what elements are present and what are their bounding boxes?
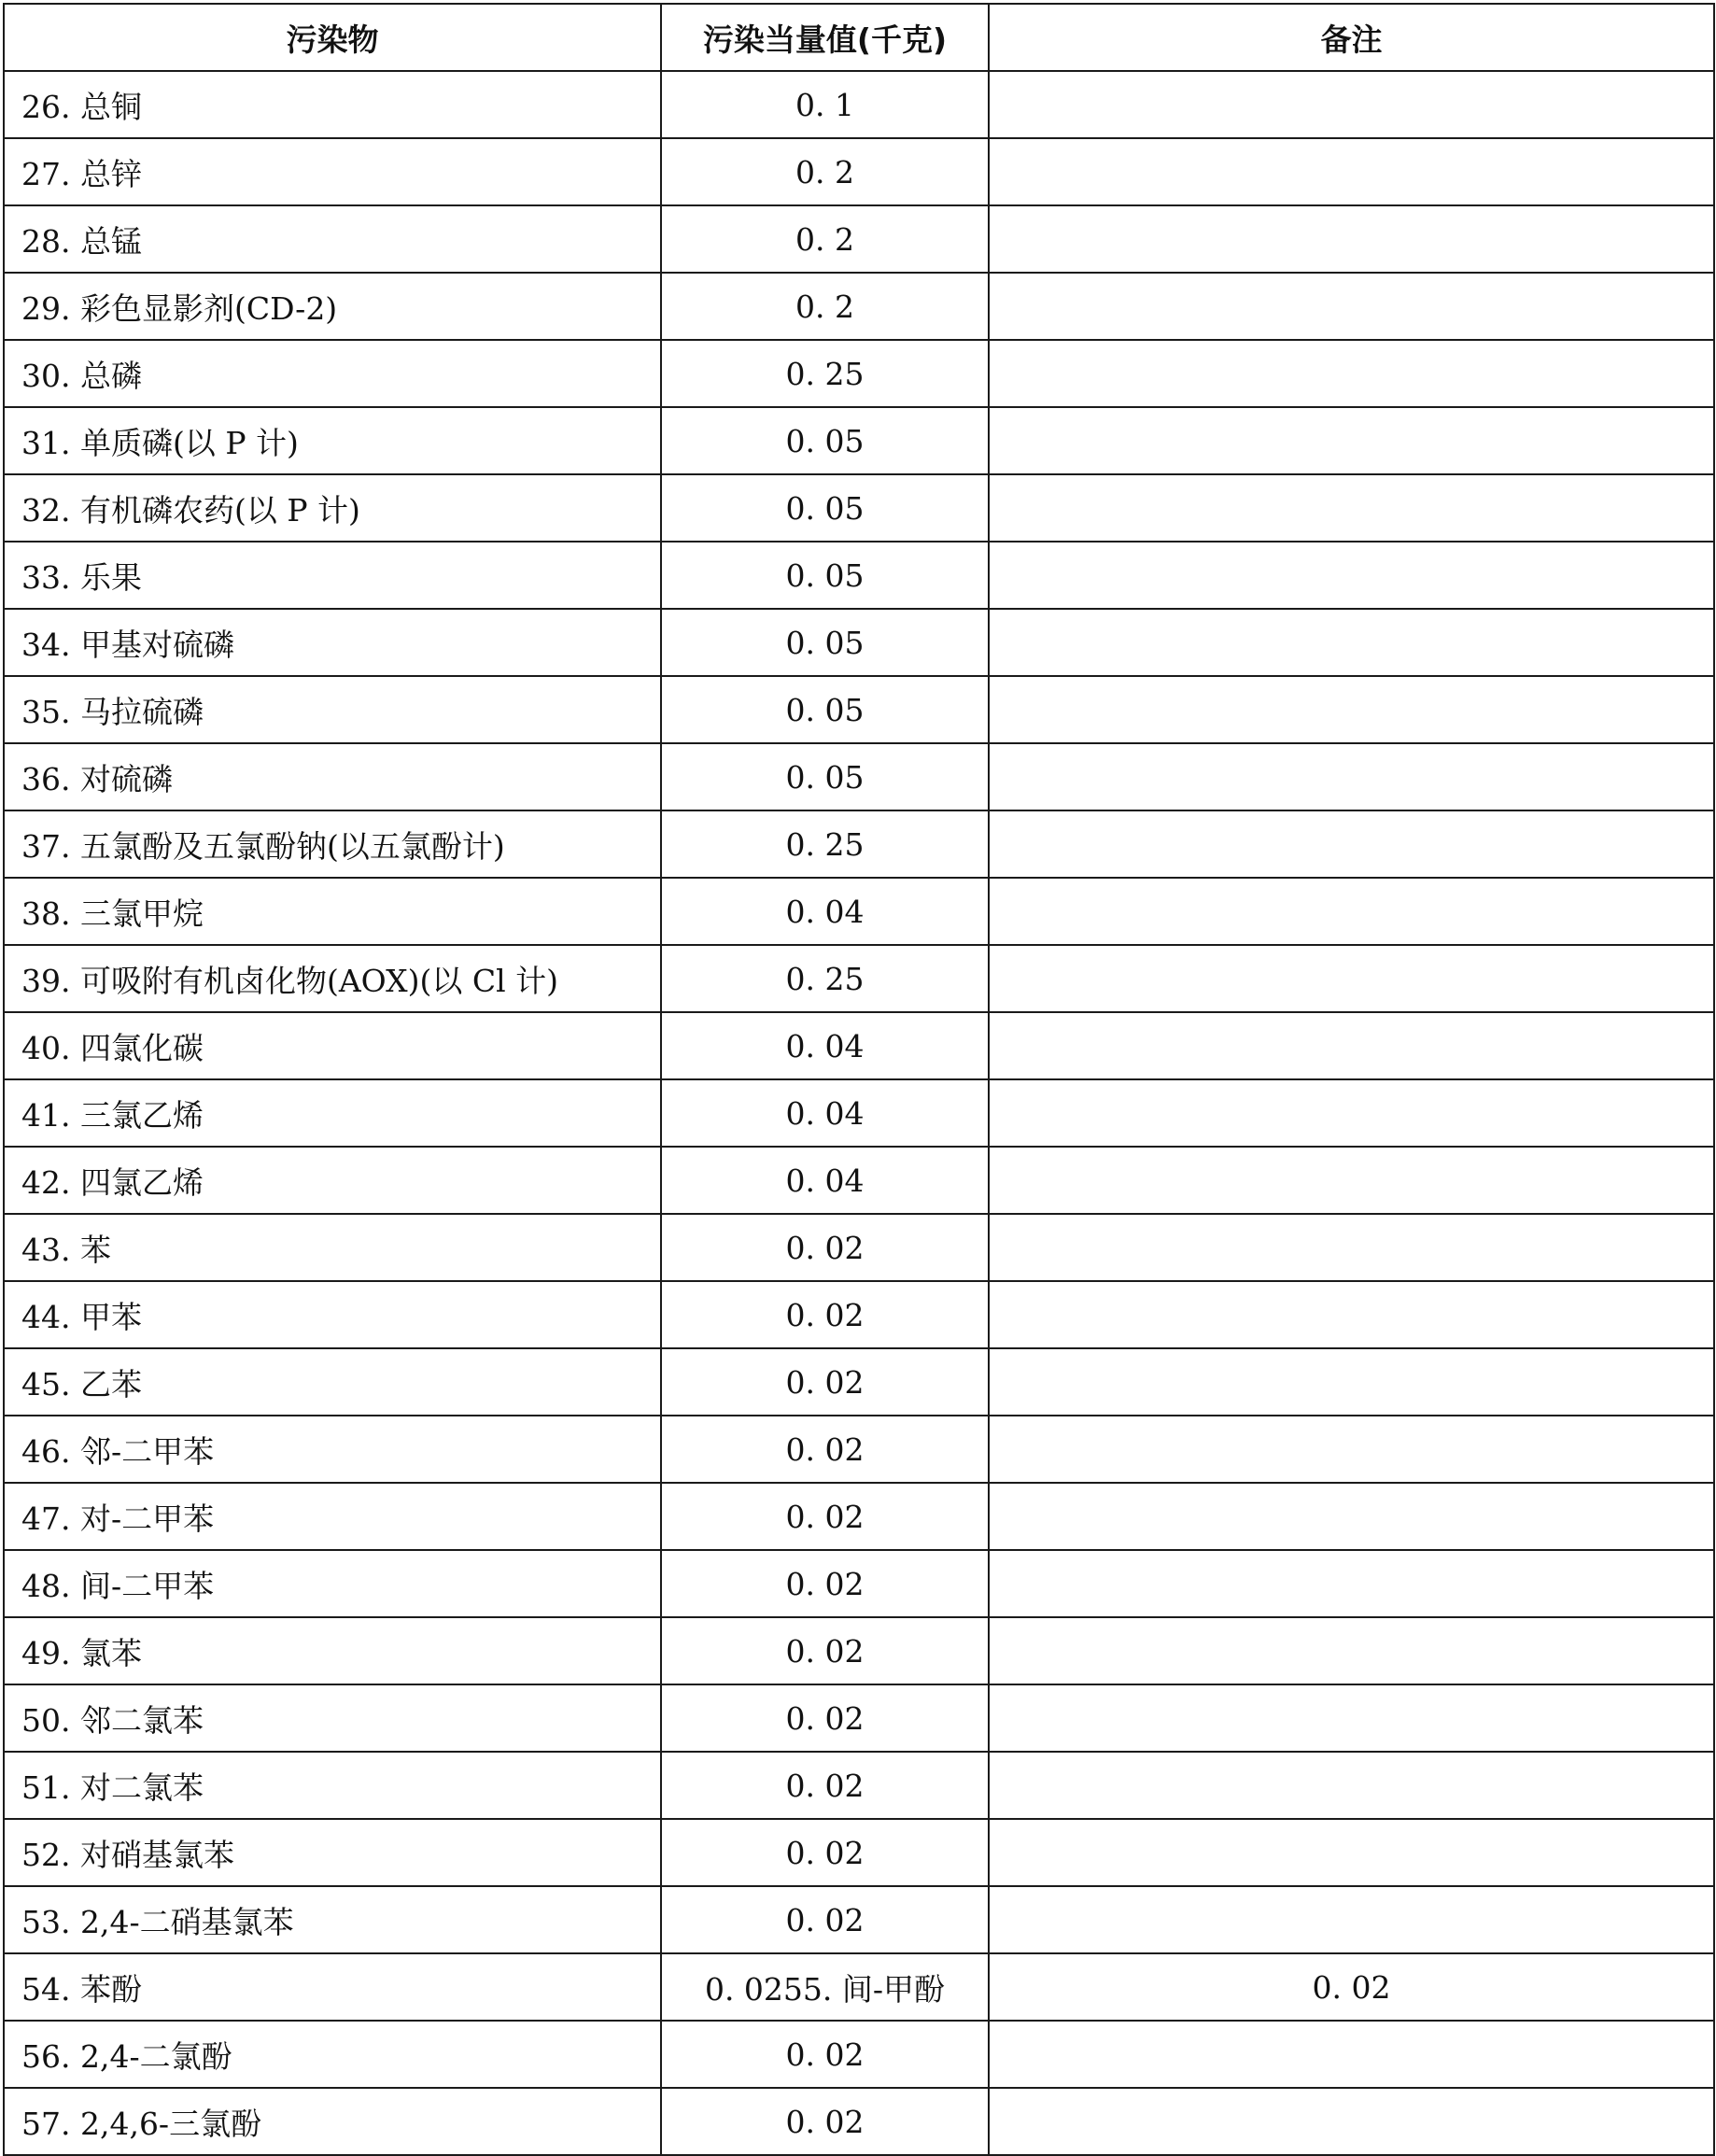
pollutant-cell: 57. 2,4,6-三氯酚: [4, 2088, 661, 2155]
pollutant-cell: 42. 四氯乙烯: [4, 1147, 661, 1214]
remarks-cell: [989, 273, 1714, 340]
remarks-cell: [989, 1617, 1714, 1684]
pollutant-cell: 37. 五氯酚及五氯酚钠(以五氯酚计): [4, 810, 661, 878]
equivalent-value-cell: 0. 02: [661, 1550, 989, 1617]
pollutant-cell: 36. 对硫磷: [4, 743, 661, 810]
equivalent-value-cell: 0. 02: [661, 1752, 989, 1819]
pollutant-cell: 34. 甲基对硫磷: [4, 609, 661, 676]
equivalent-value-cell: 0. 02: [661, 1214, 989, 1281]
table-row: [4, 1079, 1714, 1147]
equivalent-value-cell: 0. 05: [661, 676, 989, 743]
pollutant-cell: 52. 对硝基氯苯: [4, 1819, 661, 1886]
remarks-cell: [989, 1483, 1714, 1550]
pollutant-cell: 54. 苯酚: [4, 1953, 661, 2021]
pollutant-cell: 40. 四氯化碳: [4, 1012, 661, 1079]
table-row: [4, 1416, 1714, 1483]
table-row: [4, 2088, 1714, 2155]
pollutant-cell: 48. 间-二甲苯: [4, 1550, 661, 1617]
pollutant-cell: 28. 总锰: [4, 205, 661, 273]
remarks-cell: [989, 2021, 1714, 2088]
remarks-cell: [989, 1281, 1714, 1348]
table-row: [4, 810, 1714, 878]
header-pollutant: 污染物: [4, 4, 661, 71]
remarks-cell: [989, 676, 1714, 743]
pollutant-cell: 27. 总锌: [4, 138, 661, 205]
remarks-cell: [989, 1416, 1714, 1483]
remarks-cell: [989, 71, 1714, 138]
remarks-cell: 0. 02: [989, 1953, 1714, 2021]
table-row: [4, 138, 1714, 205]
pollutant-cell: 53. 2,4-二硝基氯苯: [4, 1886, 661, 1953]
table-row: [4, 71, 1714, 138]
equivalent-value-cell: 0. 05: [661, 743, 989, 810]
table-row: [4, 1012, 1714, 1079]
equivalent-value-cell: 0. 05: [661, 407, 989, 474]
equivalent-value-cell: 0. 02: [661, 1617, 989, 1684]
table-row: [4, 945, 1714, 1012]
table-row: [4, 1147, 1714, 1214]
table-row: [4, 1819, 1714, 1886]
remarks-cell: [989, 743, 1714, 810]
table-row: [4, 340, 1714, 407]
table-row: [4, 542, 1714, 609]
remarks-cell: [989, 1012, 1714, 1079]
equivalent-value-cell: 0. 02: [661, 1483, 989, 1550]
pollutant-cell: 38. 三氯甲烷: [4, 878, 661, 945]
table-row: [4, 676, 1714, 743]
remarks-cell: [989, 407, 1714, 474]
pollutant-cell: 43. 苯: [4, 1214, 661, 1281]
remarks-cell: [989, 340, 1714, 407]
equivalent-value-cell: 0. 02: [661, 1684, 989, 1752]
equivalent-value-cell: 0. 04: [661, 1012, 989, 1079]
pollutant-cell: 47. 对-二甲苯: [4, 1483, 661, 1550]
equivalent-value-cell: 0. 25: [661, 810, 989, 878]
pollutant-equivalent-table: [3, 3, 1715, 2156]
table-row: [4, 2021, 1714, 2088]
table-body: [4, 71, 1714, 2155]
table-row: [4, 743, 1714, 810]
pollutant-cell: 44. 甲苯: [4, 1281, 661, 1348]
equivalent-value-cell: 0. 04: [661, 878, 989, 945]
pollutant-cell: 33. 乐果: [4, 542, 661, 609]
remarks-cell: [989, 1684, 1714, 1752]
equivalent-value-cell: 0. 02: [661, 2021, 989, 2088]
remarks-cell: [989, 2088, 1714, 2155]
pollutant-cell: 46. 邻-二甲苯: [4, 1416, 661, 1483]
equivalent-value-cell: 0. 1: [661, 71, 989, 138]
table-row: [4, 1617, 1714, 1684]
table-row: [4, 474, 1714, 542]
pollutant-cell: 50. 邻二氯苯: [4, 1684, 661, 1752]
remarks-cell: [989, 945, 1714, 1012]
equivalent-value-cell: 0. 2: [661, 138, 989, 205]
equivalent-value-cell: 0. 05: [661, 474, 989, 542]
equivalent-value-cell: 0. 0255. 间-甲酚: [661, 1953, 989, 2021]
remarks-cell: [989, 609, 1714, 676]
table-row: [4, 1550, 1714, 1617]
equivalent-value-cell: 0. 05: [661, 609, 989, 676]
pollutant-cell: 39. 可吸附有机卤化物(AOX)(以 Cl 计): [4, 945, 661, 1012]
equivalent-value-cell: 0. 02: [661, 1348, 989, 1416]
table-row: [4, 878, 1714, 945]
remarks-cell: [989, 1147, 1714, 1214]
remarks-cell: [989, 878, 1714, 945]
table-row: [4, 205, 1714, 273]
table-row: [4, 1953, 1714, 2021]
equivalent-value-cell: 0. 02: [661, 1416, 989, 1483]
remarks-cell: [989, 474, 1714, 542]
pollutant-cell: 49. 氯苯: [4, 1617, 661, 1684]
pollutant-cell: 32. 有机磷农药(以 P 计): [4, 474, 661, 542]
equivalent-value-cell: 0. 02: [661, 1886, 989, 1953]
remarks-cell: [989, 138, 1714, 205]
table-row: [4, 1214, 1714, 1281]
table-row: [4, 1281, 1714, 1348]
pollutant-cell: 26. 总铜: [4, 71, 661, 138]
pollutant-cell: 35. 马拉硫磷: [4, 676, 661, 743]
remarks-cell: [989, 1819, 1714, 1886]
equivalent-value-cell: 0. 2: [661, 205, 989, 273]
remarks-cell: [989, 1348, 1714, 1416]
table-row: [4, 1886, 1714, 1953]
equivalent-value-cell: 0. 02: [661, 1281, 989, 1348]
header-remarks: 备注: [989, 4, 1714, 71]
table-row: [4, 407, 1714, 474]
header-equivalent-value: 污染当量值(千克): [661, 4, 989, 71]
equivalent-value-cell: 0. 2: [661, 273, 989, 340]
table-row: [4, 1348, 1714, 1416]
remarks-cell: [989, 542, 1714, 609]
pollutant-cell: 51. 对二氯苯: [4, 1752, 661, 1819]
remarks-cell: [989, 1214, 1714, 1281]
table-row: [4, 1752, 1714, 1819]
pollutant-cell: 29. 彩色显影剂(CD-2): [4, 273, 661, 340]
table-header-row: [4, 4, 1714, 71]
equivalent-value-cell: 0. 25: [661, 340, 989, 407]
pollutant-cell: 30. 总磷: [4, 340, 661, 407]
remarks-cell: [989, 810, 1714, 878]
table-row: [4, 1483, 1714, 1550]
equivalent-value-cell: 0. 05: [661, 542, 989, 609]
pollutant-cell: 41. 三氯乙烯: [4, 1079, 661, 1147]
equivalent-value-cell: 0. 04: [661, 1147, 989, 1214]
remarks-cell: [989, 205, 1714, 273]
pollutant-cell: 45. 乙苯: [4, 1348, 661, 1416]
remarks-cell: [989, 1752, 1714, 1819]
table-row: [4, 609, 1714, 676]
remarks-cell: [989, 1550, 1714, 1617]
remarks-cell: [989, 1886, 1714, 1953]
equivalent-value-cell: 0. 04: [661, 1079, 989, 1147]
equivalent-value-cell: 0. 25: [661, 945, 989, 1012]
table-row: [4, 273, 1714, 340]
equivalent-value-cell: 0. 02: [661, 2088, 989, 2155]
pollutant-cell: 56. 2,4-二氯酚: [4, 2021, 661, 2088]
equivalent-value-cell: 0. 02: [661, 1819, 989, 1886]
table-row: [4, 1684, 1714, 1752]
remarks-cell: [989, 1079, 1714, 1147]
pollutant-cell: 31. 单质磷(以 P 计): [4, 407, 661, 474]
